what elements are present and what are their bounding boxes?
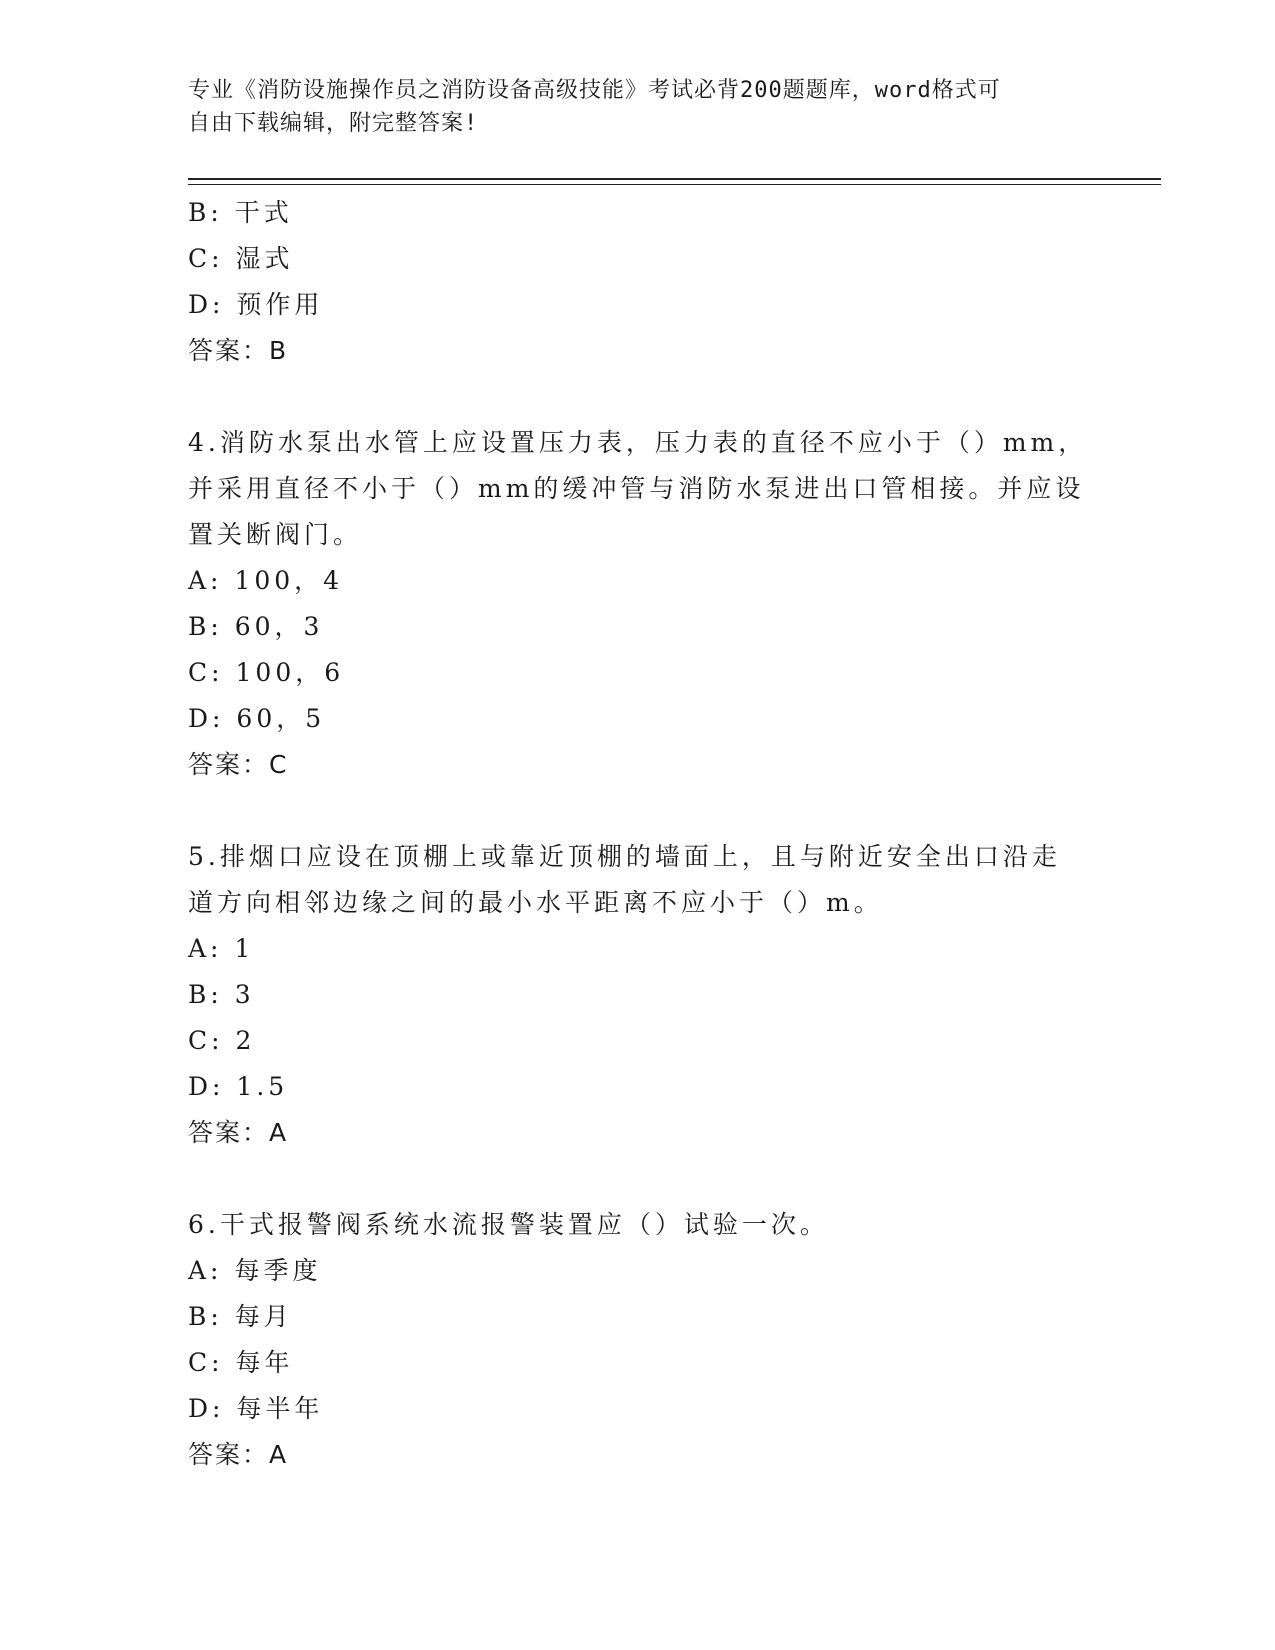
option-c bbox=[188, 1340, 1088, 1386]
question-6 bbox=[188, 1202, 1088, 1478]
option-label: B: bbox=[188, 1302, 223, 1331]
option-c bbox=[188, 650, 1088, 696]
option-label: A: bbox=[188, 1256, 223, 1285]
option-text: 60，3 bbox=[234, 612, 324, 641]
option-d bbox=[188, 282, 1088, 328]
option-text: 100，6 bbox=[235, 658, 345, 687]
option-c bbox=[188, 1018, 1088, 1064]
option-a bbox=[188, 926, 1088, 972]
answer-line: 答案：B bbox=[188, 336, 289, 365]
option-label: D: bbox=[188, 1072, 225, 1101]
question-text-line: 并采用直径不小于（）mm的缓冲管与消防水泵进出口管相接。并应设 bbox=[188, 474, 1085, 503]
option-text: 每年 bbox=[235, 1348, 294, 1377]
option-label: A: bbox=[188, 566, 223, 595]
option-d bbox=[188, 1064, 1088, 1110]
option-label: A: bbox=[188, 934, 223, 963]
option-label: D: bbox=[188, 704, 225, 733]
header-line-1: 专业《消防设施操作员之消防设备高级技能》考试必背200题题库，word格式可 bbox=[188, 78, 1001, 103]
question-text-line: 道方向相邻边缘之间的最小水平距离不应小于（）m。 bbox=[188, 888, 883, 917]
option-label: B: bbox=[188, 198, 223, 227]
question-list bbox=[188, 190, 1088, 1478]
question-partial bbox=[188, 190, 1088, 374]
option-b bbox=[188, 972, 1088, 1018]
option-d bbox=[188, 696, 1088, 742]
question-text-line: 4.消防水泵出水管上应设置压力表，压力表的直径不应小于（）mm， bbox=[188, 428, 1088, 457]
answer-line: 答案：A bbox=[188, 1440, 289, 1469]
option-text: 干式 bbox=[234, 198, 293, 227]
option-a bbox=[188, 1248, 1088, 1294]
document-header bbox=[188, 74, 1068, 140]
question-5 bbox=[188, 834, 1088, 1156]
option-label: C: bbox=[188, 244, 224, 273]
answer-line: 答案：A bbox=[188, 1118, 289, 1147]
option-label: B: bbox=[188, 980, 223, 1009]
question-text-line: 5.排烟口应设在顶棚上或靠近顶棚的墙面上，且与附近安全出口沿走 bbox=[188, 842, 1061, 871]
option-label: B: bbox=[188, 612, 223, 641]
question-4 bbox=[188, 420, 1088, 788]
header-rule-thin bbox=[188, 184, 1161, 185]
option-text: 湿式 bbox=[235, 244, 294, 273]
option-text: 每月 bbox=[234, 1302, 293, 1331]
header-rule-thick bbox=[188, 178, 1161, 180]
option-label: C: bbox=[188, 658, 224, 687]
option-a bbox=[188, 558, 1088, 604]
option-b bbox=[188, 1294, 1088, 1340]
option-d bbox=[188, 1386, 1088, 1432]
option-label: D: bbox=[188, 1394, 225, 1423]
option-text: 60，5 bbox=[236, 704, 326, 733]
question-text-line: 6.干式报警阀系统水流报警装置应（）试验一次。 bbox=[188, 1210, 829, 1239]
answer-line: 答案：C bbox=[188, 750, 289, 779]
option-text: 3 bbox=[234, 980, 255, 1009]
option-text: 每半年 bbox=[236, 1394, 324, 1423]
option-text: 1.5 bbox=[236, 1072, 289, 1101]
option-text: 2 bbox=[235, 1026, 256, 1055]
option-b bbox=[188, 190, 1088, 236]
option-text: 预作用 bbox=[236, 290, 324, 319]
option-label: C: bbox=[188, 1026, 224, 1055]
question-text-line: 置关断阀门。 bbox=[188, 520, 363, 549]
option-c bbox=[188, 236, 1088, 282]
option-text: 100，4 bbox=[234, 566, 344, 595]
option-text: 每季度 bbox=[234, 1256, 322, 1285]
option-text: 1 bbox=[234, 934, 255, 963]
option-label: C: bbox=[188, 1348, 224, 1377]
option-label: D: bbox=[188, 290, 225, 319]
header-line-2: 自由下载编辑，附完整答案! bbox=[188, 111, 479, 136]
option-b bbox=[188, 604, 1088, 650]
